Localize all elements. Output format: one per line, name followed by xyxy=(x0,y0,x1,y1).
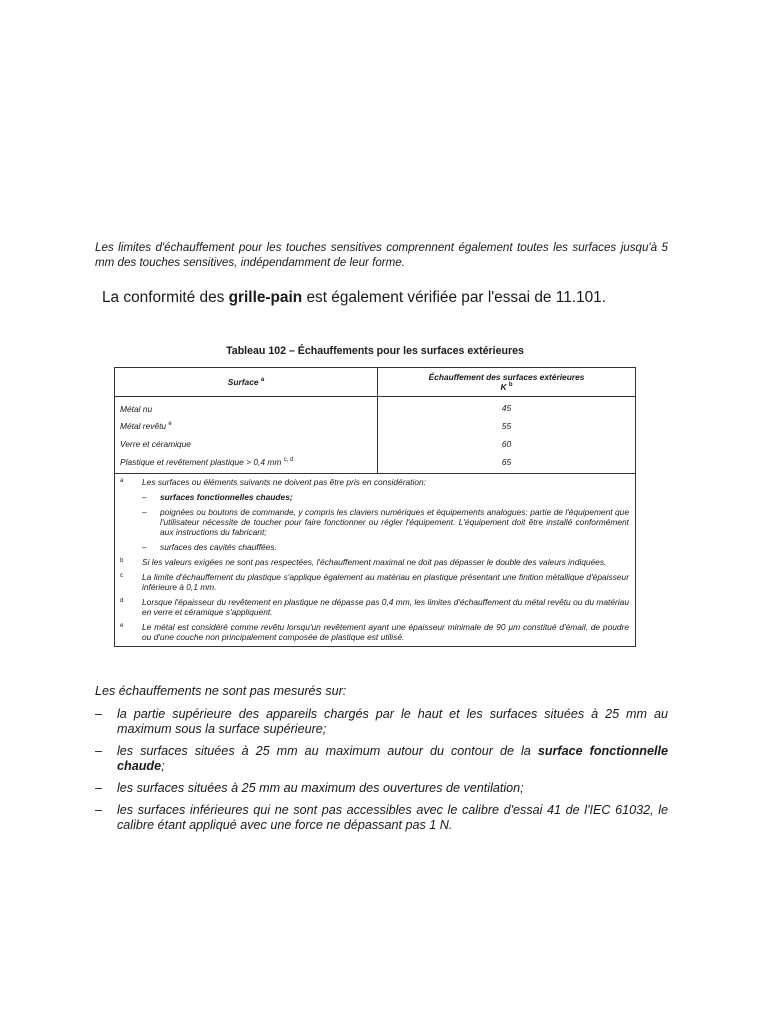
note-ref: a xyxy=(120,477,124,484)
table-caption: Tableau 102 – Échauffements pour les surfaces extérieures xyxy=(226,345,524,357)
heating-table xyxy=(114,367,636,647)
row-value: 65 xyxy=(378,453,636,474)
note-d xyxy=(120,597,629,617)
list-item-text: les surfaces inférieures qui ne sont pas accessibles avec le calibre d'essai 41 de l'IEC 61032, le calibre étant appliqué avec une force ne dépassant pas 1 N. xyxy=(117,803,668,832)
list-item-text: la partie supérieure des appareils chargés par le haut et les surfaces situées à 25 mm au maximum sous la surface supérieure; xyxy=(117,707,668,736)
intro-paragraph: Les limites d'échauffement pour les touches sensitives comprennent également toutes les surfaces jusqu'à 5 mm des touches sensitives, indépendamment de leur forme. xyxy=(95,241,668,269)
note-ref: c xyxy=(120,572,124,579)
note-text: Les surfaces ou éléments suivants ne doivent pas être pris en considération: xyxy=(142,477,426,487)
conformity-term-grille-pain: grille-pain xyxy=(228,289,303,306)
note-text: Le métal est considéré comme revêtu lorsqu'un revêtement ayant une épaisseur minimale de 90 µm constitué d'émail, de poudre ou d'une couche non principalement composée de plastique est utilisé. xyxy=(142,622,629,642)
note-text: Lorsque l'épaisseur du revêtement en plastique ne dépasse pas 0,4 mm, les limites d'échauffement du métal revêtu ou du matériau en verre et céramique s'appliquent. xyxy=(142,597,629,617)
note-a-item-text: surfaces des cavités chauffées. xyxy=(160,542,277,552)
list-item: – les surfaces situées à 25 mm au maximum des ouvertures de ventilation; xyxy=(95,781,668,796)
list-item: – les surfaces inférieures qui ne sont pas accessibles avec le calibre d'essai 41 de l'IEC 61032, le calibre étant appliqué avec une force ne dépassant pas 1 N. xyxy=(95,803,668,832)
table-row xyxy=(115,397,636,418)
table-row: Plastique et revêtement plastique > 0,4 mm $^{c, d}$ 65 xyxy=(115,453,636,474)
list-item-text: les surfaces situées à 25 mm au maximum autour du contour de la surface fonctionnelle chaude; xyxy=(117,744,668,773)
not-measured-list xyxy=(95,707,668,840)
table-row: Métal revêtu $^e$ 55 xyxy=(115,417,636,435)
row-value: 60 xyxy=(378,435,636,453)
term-surface-fonctionnelle-chaude: surface fonctionnelle chaude xyxy=(117,744,668,773)
not-measured-heading: Les échauffements ne sont pas mesurés sur: xyxy=(95,684,347,698)
header-heat: Échauffement des surfaces extérieures K $^b$ xyxy=(378,368,636,397)
note-a-item-text: poignées ou boutons de commande, y compris les claviers numériques et équipements analogues: partie de l'équipement que l'utilisateur nécessite de toucher pour faire fonctionner ou régler l'équipement. L'équipement doit être installé conformément aux instructions du fabricant; xyxy=(160,507,629,537)
list-item-text: les surfaces situées à 25 mm au maximum des ouvertures de ventilation; xyxy=(117,781,524,795)
note-c xyxy=(120,572,629,592)
row-value: 45 xyxy=(378,397,636,418)
conformity-text-after: est également vérifiée par l'essai de 11.101. xyxy=(302,289,606,306)
note-a-item: – surfaces des cavités chauffées. xyxy=(142,542,629,552)
table-notes-row xyxy=(115,474,636,647)
list-item: – les surfaces situées à 25 mm au maximum autour du contour de la surface fonctionnelle chaude; xyxy=(95,744,668,773)
list-item: – la partie supérieure des appareils chargés par le haut et les surfaces situées à 25 mm au maximum sous la surface supérieure; xyxy=(95,707,668,736)
header-surface: Surface $^a$ xyxy=(115,368,378,397)
conformity-statement xyxy=(102,288,682,308)
note-ref: b xyxy=(120,557,124,564)
note-a-item: – poignées ou boutons de commande, y compris les claviers numériques et équipements analogues: partie de l'équipement que l'utilisateur nécessite de toucher pour faire fonctionner ou régler l'équipement. L'équipement doit être installé conformément aux instructions du fabricant; xyxy=(142,507,629,537)
row-surface: Plastique et revêtement plastique > 0,4 mm xyxy=(120,456,282,467)
note-e xyxy=(120,622,629,642)
note-ref: e xyxy=(120,622,124,629)
note-b xyxy=(120,557,629,567)
row-surface: Métal nu xyxy=(120,403,153,414)
note-text: La limite d'échauffement du plastique s'applique également au matériau en plastique présentant une finition métallique d'épaisseur inférieure à 0,1 mm. xyxy=(142,572,629,592)
table-header-row xyxy=(115,368,636,397)
note-a-item-text: surfaces fonctionnelles chaudes; xyxy=(160,492,293,502)
note-ref: d xyxy=(120,597,124,604)
note-text: Si les valeurs exigées ne sont pas respectées, l'échauffement maximal ne doit pas dépasser le double des valeurs indiquées. xyxy=(142,557,607,567)
note-a xyxy=(120,477,629,487)
row-value: 55 xyxy=(378,417,636,435)
table-row xyxy=(115,435,636,453)
table-notes xyxy=(115,474,636,647)
note-a-item: – surfaces fonctionnelles chaudes; xyxy=(142,492,629,502)
conformity-text-before: La conformité des xyxy=(102,289,229,306)
row-surface: Métal revêtu xyxy=(120,421,167,431)
row-surface: Verre et céramique xyxy=(120,439,191,449)
